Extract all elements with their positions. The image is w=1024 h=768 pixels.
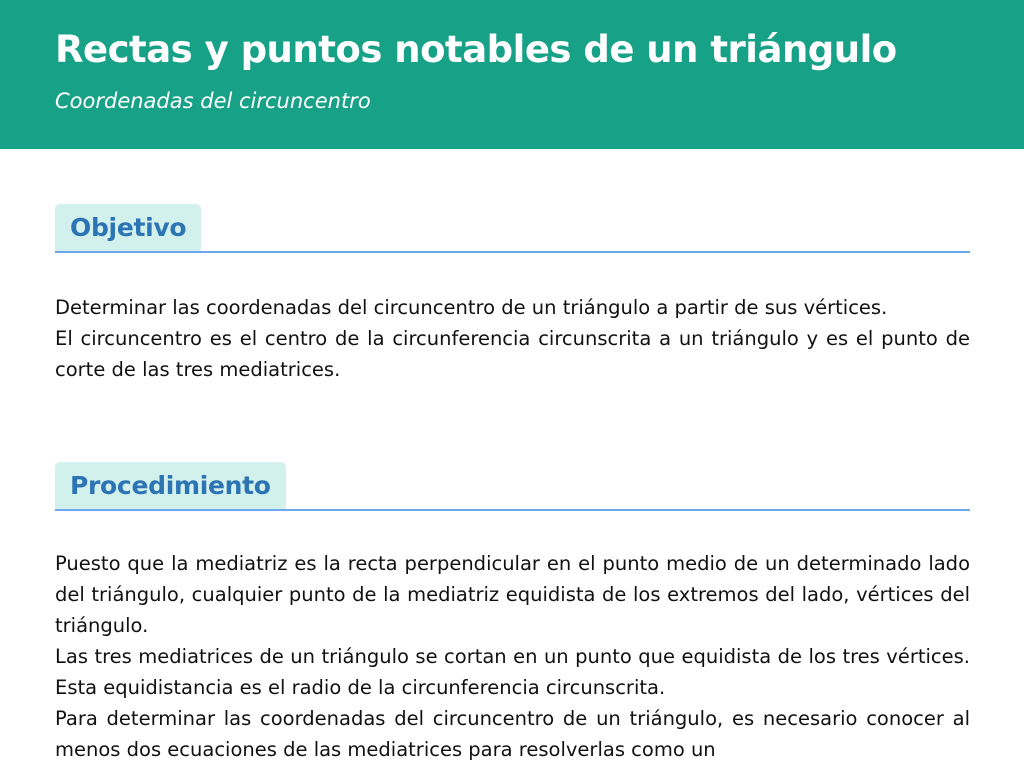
page-title: Rectas y puntos notables de un triángulo: [55, 28, 897, 71]
section-body: [55, 292, 970, 385]
paragraph: Puesto que la mediatriz es la recta perpendicular en el punto medio de un determinado lado del triángulo, cualquier punto de la mediatriz equidista de los extremos del lado, vértices del triángulo.: [55, 552, 970, 637]
paragraph: Las tres mediatrices de un triángulo se cortan en un punto que equidista de los tres vértices. Esta equidistancia es el radio de la circunferencia circunscrita.: [55, 645, 970, 699]
section-heading-label: Objetivo: [55, 204, 201, 251]
section-heading: [55, 204, 970, 253]
section-heading-label: Procedimiento: [55, 462, 286, 509]
section-objetivo: [55, 204, 970, 385]
section-body: [55, 548, 970, 765]
page-header: [0, 0, 1024, 149]
paragraph: Para determinar las coordenadas del circuncentro de un triángulo, es necesario conocer al menos dos ecuaciones de las mediatrices para resolverlas como un: [55, 707, 970, 761]
section-procedimiento: [55, 462, 970, 765]
section-heading: [55, 462, 970, 511]
paragraph: Determinar las coordenadas del circuncentro de un triángulo a partir de sus vértices.: [55, 296, 888, 319]
paragraph: El circuncentro es el centro de la circunferencia circunscrita a un triángulo y es el punto de corte de las tres mediatrices.: [55, 327, 970, 381]
page-subtitle: Coordenadas del circuncentro: [55, 89, 371, 113]
